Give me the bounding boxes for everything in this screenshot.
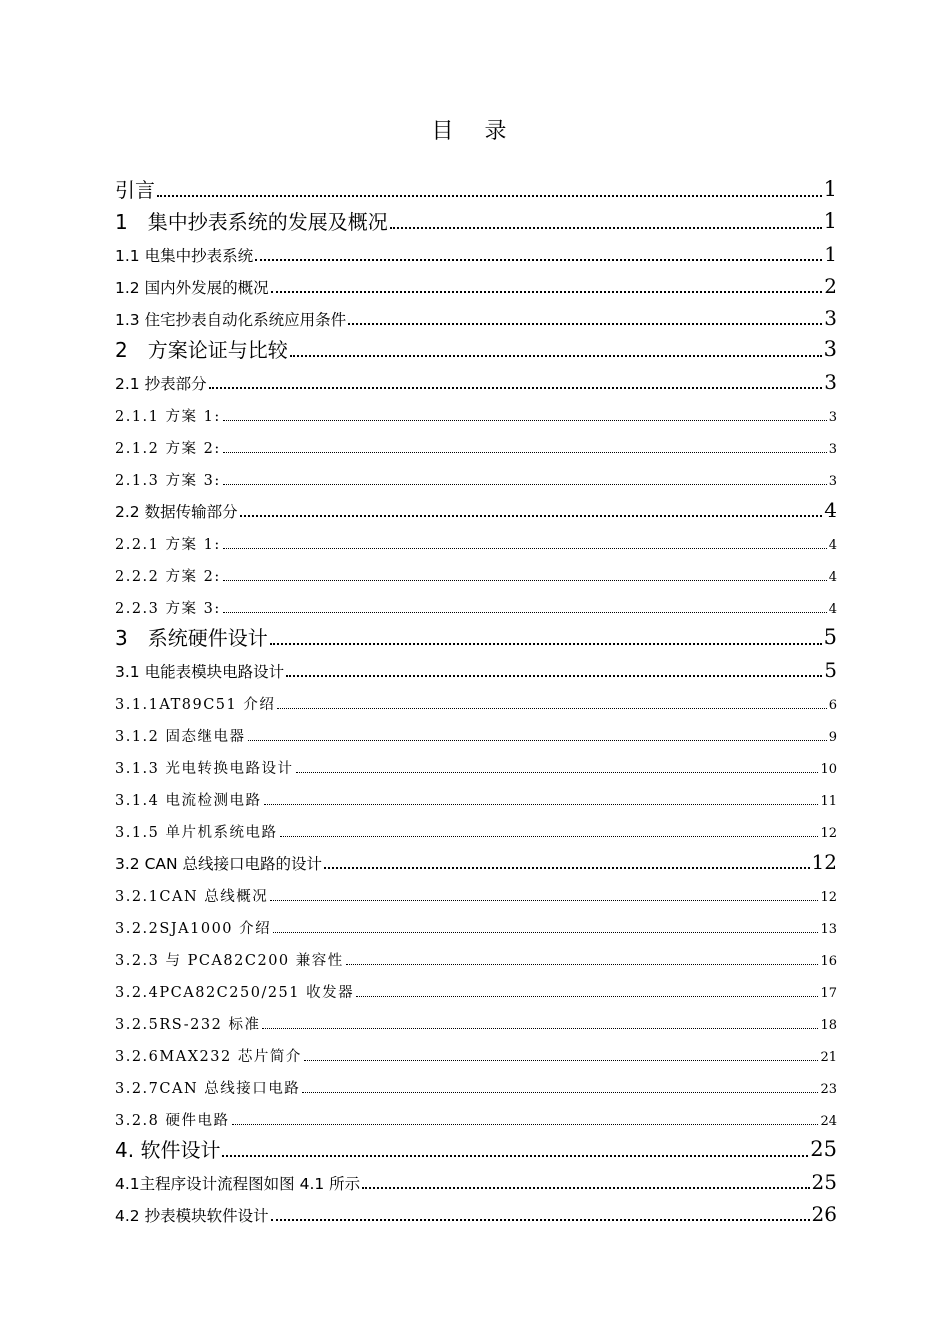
dot-leader <box>362 1187 809 1189</box>
toc-entry-label: 2 方案论证与比较 <box>115 338 288 362</box>
dot-leader <box>262 1028 818 1029</box>
dot-leader <box>286 675 822 677</box>
toc-entry-page-number: 11 <box>820 794 837 809</box>
toc-entry[interactable] <box>115 1036 837 1068</box>
toc-entry-label: 2.1 抄表部分 <box>115 374 207 393</box>
toc-entry[interactable] <box>115 204 837 236</box>
toc-entry-page-number: 23 <box>820 1082 837 1097</box>
toc-entry-page-number: 12 <box>820 890 837 905</box>
dot-leader <box>223 420 827 421</box>
toc-entry-page-number: 4 <box>828 570 837 585</box>
toc-entry[interactable] <box>115 1100 837 1132</box>
dot-leader <box>348 323 822 325</box>
toc-entry-page-number: 17 <box>820 986 837 1001</box>
toc-entry-label: 3.2.4PCA82C250/251 收发器 <box>115 984 355 1001</box>
toc-entry-label: 1.3 住宅抄表自动化系统应用条件 <box>115 310 347 329</box>
toc-entry[interactable] <box>115 684 837 716</box>
toc-entry[interactable] <box>115 300 837 332</box>
toc-entry-page-number: 3 <box>824 306 837 330</box>
toc-entry-page-number: 10 <box>820 762 837 777</box>
dot-leader <box>271 291 823 293</box>
toc-entry[interactable] <box>115 364 837 396</box>
toc-entry-page-number: 3 <box>828 442 837 457</box>
toc-entry[interactable] <box>115 780 837 812</box>
dot-leader <box>304 1060 819 1061</box>
dot-leader <box>222 1155 808 1157</box>
toc-entry-page-number: 25 <box>810 1137 837 1161</box>
toc-list <box>115 172 837 1228</box>
dot-leader <box>248 740 827 741</box>
toc-entry[interactable] <box>115 172 837 204</box>
dot-leader <box>296 772 819 773</box>
toc-entry[interactable] <box>115 652 837 684</box>
toc-entry-label: 3.1.2 固态继电器 <box>115 728 246 745</box>
dot-leader <box>356 996 818 997</box>
toc-entry-label: 3.1.1AT89C51 介绍 <box>115 696 276 713</box>
toc-entry-page-number: 1 <box>823 209 837 233</box>
toc-entry-label: 1.1 电集中抄表系统 <box>115 246 254 265</box>
toc-entry-page-number: 12 <box>811 850 837 874</box>
toc-entry-page-number: 3 <box>824 370 837 394</box>
toc-entry[interactable] <box>115 812 837 844</box>
toc-entry-page-number: 4 <box>828 538 837 553</box>
toc-entry-label: 3.2.3 与 PCA82C200 兼容性 <box>115 952 344 969</box>
toc-entry-label: 4.1主程序设计流程图如图 4.1 所示 <box>115 1174 361 1193</box>
toc-entry-label: 2.1.3 方案 3: <box>115 472 221 489</box>
dot-leader <box>255 259 822 261</box>
toc-entry[interactable] <box>115 492 837 524</box>
toc-entry-page-number: 1 <box>824 242 837 266</box>
toc-entry-label: 引言 <box>115 178 155 202</box>
dot-leader <box>223 548 827 549</box>
toc-entry-page-number: 16 <box>820 954 837 969</box>
dot-leader <box>270 643 822 645</box>
toc-entry-page-number: 5 <box>823 625 837 649</box>
dot-leader <box>223 484 827 485</box>
toc-entry-label: 3.1.5 单片机系统电路 <box>115 824 278 841</box>
toc-entry-page-number: 21 <box>820 1050 837 1065</box>
toc-entry-label: 3.2.2SJA1000 介绍 <box>115 920 272 937</box>
toc-entry-label: 4.2 抄表模块软件设计 <box>115 1206 269 1225</box>
toc-entry[interactable] <box>115 940 837 972</box>
toc-entry[interactable] <box>115 460 837 492</box>
toc-entry[interactable] <box>115 1068 837 1100</box>
toc-entry-page-number: 3 <box>828 474 837 489</box>
toc-entry[interactable] <box>115 748 837 780</box>
toc-entry[interactable] <box>115 524 837 556</box>
toc-entry-label: 3.2.7CAN 总线接口电路 <box>115 1080 301 1097</box>
toc-entry[interactable] <box>115 1004 837 1036</box>
toc-entry-label: 2.2.3 方案 3: <box>115 600 221 617</box>
toc-entry-label: 2.1.1 方案 1: <box>115 408 221 425</box>
toc-entry[interactable] <box>115 844 837 876</box>
toc-entry-page-number: 1 <box>823 177 837 201</box>
toc-entry-label: 3.1.4 电流检测电路 <box>115 792 262 809</box>
toc-entry-label: 2.1.2 方案 2: <box>115 440 221 457</box>
toc-entry[interactable] <box>115 556 837 588</box>
dot-leader <box>390 227 822 229</box>
toc-entry-page-number: 24 <box>820 1114 837 1129</box>
toc-entry[interactable] <box>115 876 837 908</box>
dot-leader <box>271 1219 810 1221</box>
toc-entry-label: 2.2.1 方案 1: <box>115 536 221 553</box>
dot-leader <box>232 1124 819 1125</box>
toc-entry[interactable] <box>115 236 837 268</box>
toc-entry-label: 2.2.2 方案 2: <box>115 568 221 585</box>
toc-entry-page-number: 25 <box>811 1170 837 1194</box>
toc-entry-page-number: 4 <box>824 498 837 522</box>
toc-entry[interactable] <box>115 908 837 940</box>
dot-leader <box>273 932 818 933</box>
toc-entry-page-number: 6 <box>828 698 837 713</box>
dot-leader <box>223 612 827 613</box>
toc-entry[interactable] <box>115 1196 837 1228</box>
toc-entry-page-number: 4 <box>828 602 837 617</box>
toc-entry-page-number: 13 <box>820 922 837 937</box>
toc-entry-label: 2.2 数据传输部分 <box>115 502 238 521</box>
toc-entry[interactable] <box>115 332 837 364</box>
dot-leader <box>290 355 822 357</box>
toc-entry[interactable] <box>115 972 837 1004</box>
toc-entry-label: 1.2 国内外发展的概况 <box>115 278 269 297</box>
toc-entry-page-number: 5 <box>824 658 837 682</box>
toc-entry[interactable] <box>115 1164 837 1196</box>
toc-entry-label: 3.1 电能表模块电路设计 <box>115 662 285 681</box>
toc-entry-label: 4. 软件设计 <box>115 1138 221 1162</box>
toc-entry-page-number: 9 <box>828 730 837 745</box>
toc-entry[interactable] <box>115 268 837 300</box>
toc-entry-page-number: 3 <box>828 410 837 425</box>
dot-leader <box>264 804 819 805</box>
toc-entry-page-number: 18 <box>820 1018 837 1033</box>
dot-leader <box>223 580 827 581</box>
toc-entry-label: 3.2.1CAN 总线概况 <box>115 888 269 905</box>
dot-leader <box>240 515 823 517</box>
toc-entry[interactable] <box>115 428 837 460</box>
toc-entry-label: 3.1.3 光电转换电路设计 <box>115 760 294 777</box>
dot-leader <box>324 867 810 869</box>
toc-entry-page-number: 2 <box>824 274 837 298</box>
dot-leader <box>277 708 826 709</box>
toc-entry-page-number: 26 <box>811 1202 837 1226</box>
toc-entry-label: 3.2.6MAX232 芯片简介 <box>115 1048 302 1065</box>
toc-entry[interactable] <box>115 396 837 428</box>
toc-entry-label: 3.2.5RS-232 标准 <box>115 1016 261 1033</box>
toc-entry-label: 1 集中抄表系统的发展及概况 <box>115 210 388 234</box>
dot-leader <box>209 387 823 389</box>
toc-entry-page-number: 3 <box>823 337 837 361</box>
toc-entry-label: 3 系统硬件设计 <box>115 626 268 650</box>
dot-leader <box>302 1092 818 1093</box>
dot-leader <box>223 452 827 453</box>
toc-entry[interactable] <box>115 716 837 748</box>
toc-title: 目 录 <box>431 119 519 144</box>
toc-entry-page-number: 12 <box>820 826 837 841</box>
toc-entry-label: 3.2 CAN 总线接口电路的设计 <box>115 854 323 873</box>
dot-leader <box>346 964 819 965</box>
toc-entry[interactable] <box>115 588 837 620</box>
dot-leader <box>157 195 822 197</box>
dot-leader <box>270 900 818 901</box>
toc-entry[interactable] <box>115 1132 837 1164</box>
toc-entry-label: 3.2.8 硬件电路 <box>115 1112 230 1129</box>
dot-leader <box>280 836 819 837</box>
toc-entry[interactable] <box>115 620 837 652</box>
